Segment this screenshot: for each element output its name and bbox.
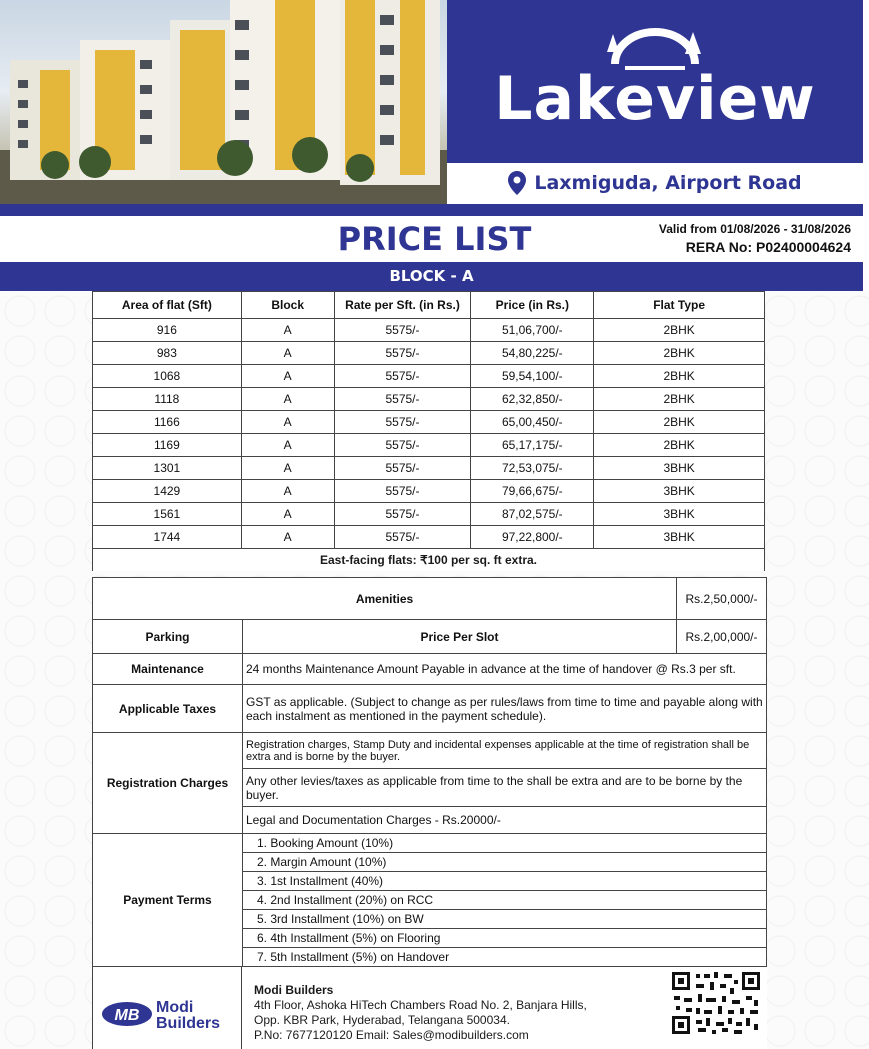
table-row <box>93 388 765 411</box>
edge-strip <box>863 0 869 216</box>
taxes-row <box>93 685 767 733</box>
qr-code-icon <box>670 970 762 1036</box>
table-cell: A <box>241 503 334 526</box>
table-cell: 3BHK <box>594 480 765 503</box>
registration-text: Any other levies/taxes as applicable from time to the shall be extra and are to be borne by the buyer. <box>243 769 767 807</box>
amenities-amount: Rs.2,50,000/- <box>677 578 767 620</box>
page-title: PRICE LIST <box>337 220 532 258</box>
table-cell: 72,53,075/- <box>471 457 594 480</box>
payment-item: 3. 1st Installment (40%) <box>243 872 767 891</box>
table-cell: A <box>241 365 334 388</box>
table-cell: 5575/- <box>334 365 471 388</box>
table-cell: 59,54,100/- <box>471 365 594 388</box>
table-cell: 3BHK <box>594 526 765 549</box>
address-line: P.No: 7677120120 Email: Sales@modibuilders.com <box>254 1028 529 1042</box>
registration-label: Registration Charges <box>93 733 243 834</box>
registration-text: Legal and Documentation Charges - Rs.20000/- <box>243 807 767 834</box>
table-cell: 5575/- <box>334 411 471 434</box>
maintenance-row <box>93 654 767 685</box>
table-cell: 2BHK <box>594 319 765 342</box>
east-facing-note: East-facing flats: ₹100 per sq. ft extra. <box>92 549 765 571</box>
table-cell: A <box>241 457 334 480</box>
table-row <box>93 434 765 457</box>
table-cell: A <box>241 480 334 503</box>
table-cell: 983 <box>93 342 242 365</box>
location-bar <box>447 163 863 203</box>
table-cell: 2BHK <box>594 365 765 388</box>
table-cell: 51,06,700/- <box>471 319 594 342</box>
table-cell: 2BHK <box>594 411 765 434</box>
footer-border <box>92 967 93 1049</box>
taxes-label: Applicable Taxes <box>93 685 243 733</box>
footer <box>92 967 767 1049</box>
location-text: Laxmiguda, Airport Road <box>534 172 802 194</box>
address-line: 4th Floor, Ashoka HiTech Chambers Road No. 2, Banjara Hills, <box>254 998 587 1012</box>
table-cell: 1301 <box>93 457 242 480</box>
table-cell: 79,66,675/- <box>471 480 594 503</box>
column-header: Flat Type <box>594 292 765 319</box>
table-cell: A <box>241 319 334 342</box>
payment-item: 1. Booking Amount (10%) <box>243 834 767 853</box>
table-cell: 65,17,175/- <box>471 434 594 457</box>
table-row <box>93 319 765 342</box>
table-cell: 87,02,575/- <box>471 503 594 526</box>
table-cell: A <box>241 526 334 549</box>
registration-row <box>93 733 767 769</box>
map-pin-icon <box>508 171 526 195</box>
table-header-row <box>93 292 765 319</box>
table-row <box>93 526 765 549</box>
brand-panel <box>447 0 863 163</box>
table-cell: 5575/- <box>334 434 471 457</box>
payment-item: 6. 4th Installment (5%) on Flooring <box>243 929 767 948</box>
address-line: Opp. KBR Park, Hyderabad, Telangana 500034. <box>254 1013 510 1027</box>
table-cell: 2BHK <box>594 342 765 365</box>
table-cell: 2BHK <box>594 434 765 457</box>
table-cell: 5575/- <box>334 342 471 365</box>
payment-item: 7. 5th Installment (5%) on Handover <box>243 948 767 967</box>
maintenance-text: 24 months Maintenance Amount Payable in advance at the time of handover @ Rs.3 per sft. <box>243 654 767 685</box>
column-header: Block <box>241 292 334 319</box>
registration-text: Registration charges, Stamp Duty and incidental expenses applicable at the time of registration shall be extra and is borne by the buyer. <box>243 733 767 769</box>
table-cell: 1429 <box>93 480 242 503</box>
logo-line1: Modi <box>156 999 194 1016</box>
parking-label: Parking <box>93 620 243 654</box>
table-cell: 5575/- <box>334 457 471 480</box>
amenities-row <box>93 578 767 620</box>
table-cell: A <box>241 434 334 457</box>
table-cell: 916 <box>93 319 242 342</box>
maintenance-label: Maintenance <box>93 654 243 685</box>
table-cell: 2BHK <box>594 388 765 411</box>
table-cell: 65,00,450/- <box>471 411 594 434</box>
payment-item: 4. 2nd Installment (20%) on RCC <box>243 891 767 910</box>
block-heading: BLOCK - A <box>0 262 863 291</box>
parking-row <box>93 620 767 654</box>
table-cell: 97,22,800/- <box>471 526 594 549</box>
table-row <box>93 503 765 526</box>
table-row <box>93 411 765 434</box>
rera-number: RERA No: P02400004624 <box>685 239 851 255</box>
logo-mark: MB <box>114 1007 140 1024</box>
header-divider <box>0 204 863 216</box>
payment-label: Payment Terms <box>93 834 243 967</box>
table-row <box>93 342 765 365</box>
building-photo <box>0 0 447 204</box>
table-row <box>93 457 765 480</box>
table-cell: 54,80,225/- <box>471 342 594 365</box>
table-cell: 5575/- <box>334 526 471 549</box>
table-cell: A <box>241 411 334 434</box>
payment-item: 2. Margin Amount (10%) <box>243 853 767 872</box>
validity-text: Valid from 01/08/2026 - 31/08/2026 <box>658 222 851 236</box>
hero-header <box>0 0 869 216</box>
table-cell: 1068 <box>93 365 242 388</box>
table-cell: 1169 <box>93 434 242 457</box>
parking-desc: Price Per Slot <box>243 620 677 654</box>
table-cell: 5575/- <box>334 319 471 342</box>
company-name: Modi Builders <box>254 983 334 997</box>
company-address <box>254 998 634 1043</box>
table-cell: 5575/- <box>334 503 471 526</box>
logo-line2: Builders <box>156 1015 221 1031</box>
table-cell: A <box>241 342 334 365</box>
footer-divider <box>241 967 242 1049</box>
table-cell: 5575/- <box>334 480 471 503</box>
brand-name: Lakeview <box>494 64 816 134</box>
taxes-text: GST as applicable. (Subject to change as per rules/laws from time to time and payable along with each instalment as mentioned in the payment schedule). <box>243 685 767 733</box>
table-row <box>93 365 765 388</box>
terms-table <box>92 577 767 967</box>
column-header: Area of flat (Sft) <box>93 292 242 319</box>
table-cell: 1166 <box>93 411 242 434</box>
table-cell: 1561 <box>93 503 242 526</box>
payment-item: 5. 3rd Installment (10%) on BW <box>243 910 767 929</box>
column-header: Rate per Sft. (in Rs.) <box>334 292 471 319</box>
table-cell: 62,32,850/- <box>471 388 594 411</box>
parking-amount: Rs.2,00,000/- <box>677 620 767 654</box>
table-cell: 3BHK <box>594 503 765 526</box>
table-cell: 5575/- <box>334 388 471 411</box>
table-cell: 3BHK <box>594 457 765 480</box>
table-row <box>93 480 765 503</box>
amenities-label: Amenities <box>93 578 677 620</box>
table-cell: 1744 <box>93 526 242 549</box>
title-row <box>0 216 869 262</box>
payment-row <box>93 834 767 853</box>
price-table <box>92 291 765 549</box>
column-header: Price (in Rs.) <box>471 292 594 319</box>
table-cell: 1118 <box>93 388 242 411</box>
table-cell: A <box>241 388 334 411</box>
modi-builders-logo <box>102 997 232 1036</box>
